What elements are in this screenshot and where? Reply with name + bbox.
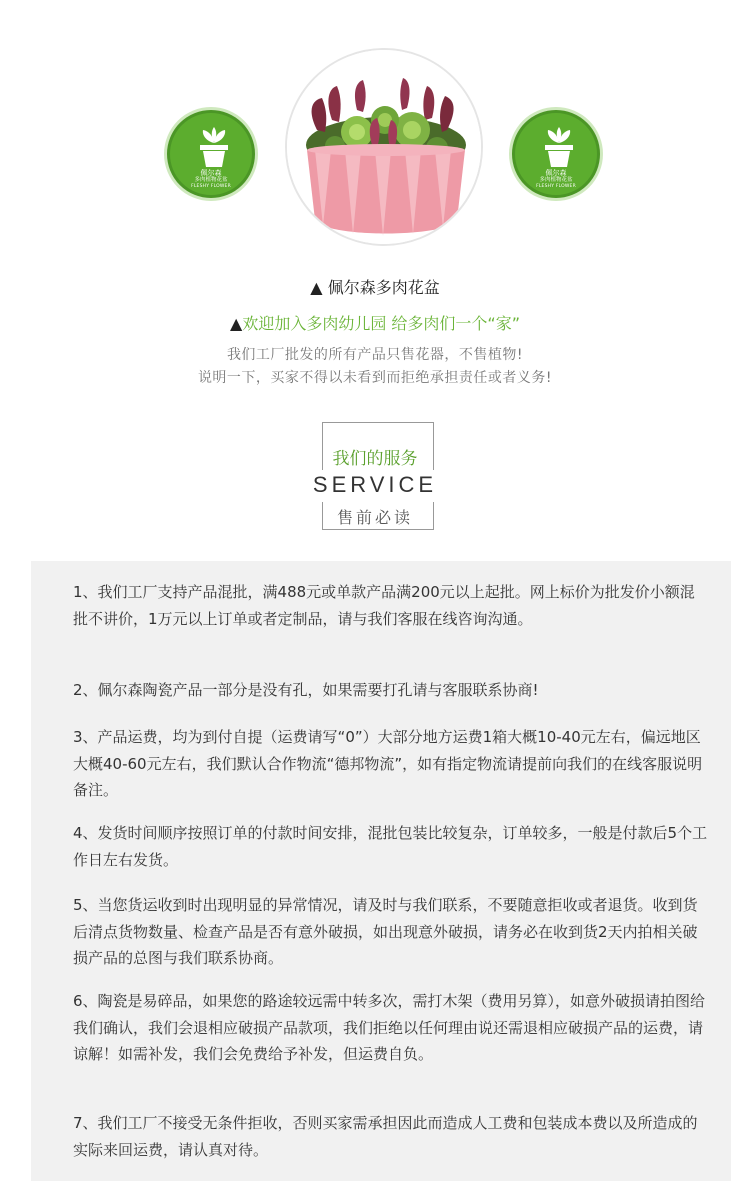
badge-tagline-en: FLESHY FLOWER bbox=[191, 184, 231, 189]
rule-item: 3、产品运费，均为到付自提（运费请写“0”）大部分地方运费1箱大概10-40元左右，偏远地区大概40-60元左右，我们默认合作物流“德邦物流”，如有指定物流请提前向我们的在线客服说明备注。 bbox=[73, 728, 703, 799]
brand-badge-left bbox=[167, 110, 255, 198]
service-subtitle: 售前必读 bbox=[336, 508, 413, 527]
badge-tagline-en: FLESHY FLOWER bbox=[536, 184, 576, 189]
brand-badge-right bbox=[512, 110, 600, 198]
service-title-en: SERVICE bbox=[312, 472, 438, 497]
welcome-text: 欢迎加入多肉幼儿园 给多肉们一个“家” bbox=[242, 314, 520, 333]
product-name: ▲ 佩尔森多肉花盆 bbox=[310, 278, 440, 297]
badge-brand: 佩尔森 bbox=[200, 169, 222, 177]
rule-item: 4、发货时间顺序按照订单的付款时间安排，混批包装比较复杂，订单较多，一般是付款后5个工作日左右发货。 bbox=[73, 824, 708, 869]
rule-item: 7、我们工厂不接受无条件拒收，否则买家需承担因此而造成人工费和包装成本费以及所造成的实际来回运费，请认真对待。 bbox=[73, 1114, 698, 1159]
notice-line-2: 说明一下，买家不得以未看到而拒绝承担责任或者义务! bbox=[197, 370, 553, 386]
welcome-line bbox=[0, 311, 750, 334]
badge-tagline: 多肉植物花盆 bbox=[539, 177, 573, 183]
rule-item: 5、当您货运收到时出现明显的异常情况，请及时与我们联系，不要随意拒收或者退货。收到货后清点货物数量、检查产品是否有意外破损，如出现意外破损，请务必在收到货2天内拍相关破损产品的总图与我们联系协商。 bbox=[73, 896, 698, 967]
badge-tagline: 多肉植物花盆 bbox=[194, 177, 228, 183]
badge-brand: 佩尔森 bbox=[545, 169, 567, 177]
rule-item: 6、陶瓷是易碎品，如果您的路途较远需中转多次，需打木架（费用另算），如意外破损请拍图给我们确认，我们会退相应破损产品款项，我们拒绝以任何理由说还需退相应破损产品的运费，请谅解！如需补发，我们会免费给予补发，但运费自负。 bbox=[73, 992, 706, 1063]
triangle-marker: ▲ bbox=[230, 314, 243, 333]
product-photo bbox=[285, 48, 483, 246]
succulent-pot-photo bbox=[287, 50, 483, 246]
rule-item: 2、佩尔森陶瓷产品一部分是没有孔，如果需要打孔请与客服联系协商! bbox=[73, 681, 539, 699]
service-title: 我们的服务 bbox=[332, 449, 418, 469]
flower-pot-icon bbox=[539, 125, 579, 169]
rule-item: 1、我们工厂支持产品混批，满488元或单款产品满200元以上起批。网上标价为批发价小额混批不讲价，1万元以上订单或者定制品，请与我们客服在线咨询沟通。 bbox=[73, 583, 695, 628]
notice-line-1: 我们工厂批发的所有产品只售花器，不售植物! bbox=[226, 347, 524, 363]
flower-pot-icon bbox=[194, 125, 234, 169]
